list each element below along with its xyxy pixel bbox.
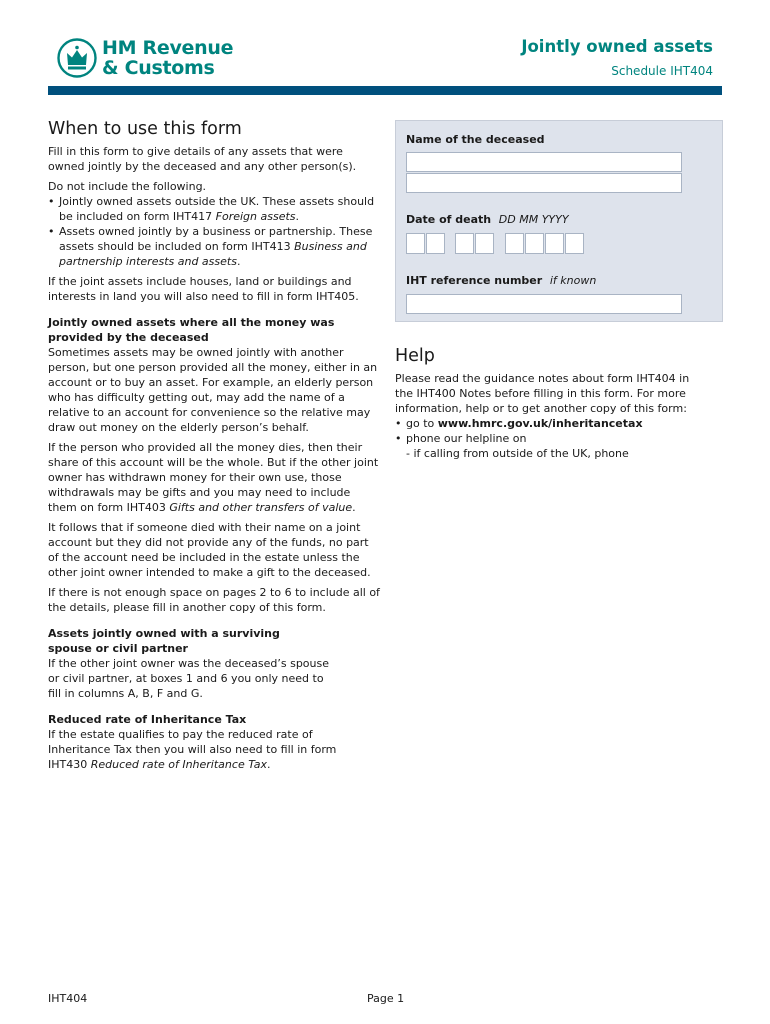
help-intro: Please read the guidance notes about form IHT404 in the IHT400 Notes before filling in this form. For more information, help or to get another copy of this form:: [395, 372, 690, 415]
year-digit-1-input[interactable]: [505, 233, 524, 254]
reduced-rate-paragraph: If the estate qualifies to pay the reduced rate of Inheritance Tax then you will also need to fill in form IHT430 Reduced rate of Inheritance Tax.: [48, 728, 337, 771]
spouse-heading: Assets jointly owned with a surviving spouse or civil partner: [48, 627, 280, 655]
deceased-name-line-2-input[interactable]: [406, 173, 682, 193]
year-digit-2-input[interactable]: [525, 233, 544, 254]
money-paragraph-2: If the person who provided all the money dies, then their share of this account will be the whole. But if the other joint owner has withdrawn money for their own use, those withdrawals may be gifts and you may need to include them on form IHT403 Gifts and other transfers of value.: [48, 441, 379, 514]
outside-uk-text: - if calling from outside of the UK, phone: [406, 447, 629, 460]
list-item: • Jointly owned assets outside the UK. These assets should be included on form IHT417 Foreign assets.: [48, 194, 380, 224]
reduced-rate-heading: Reduced rate of Inheritance Tax: [48, 713, 247, 726]
exclusion-list: [48, 194, 380, 269]
hmrc-website-link[interactable]: www.hmrc.gov.uk/inheritancetax: [437, 417, 643, 430]
deceased-name-line-1-input[interactable]: [406, 152, 682, 172]
money-provided-heading: Jointly owned assets where all the money was provided by the deceased: [48, 316, 335, 344]
help-heading: Help: [395, 346, 435, 366]
list-item: • Assets owned jointly by a business or partnership. These assets should be included on form IHT413 Business and partnership interests and assets.: [48, 224, 380, 269]
logo-line-1: HM Revenue: [102, 37, 234, 59]
form-name-italic: Business and partnership interests and assets: [59, 240, 367, 268]
list-item: • phone our helpline on: [395, 431, 695, 446]
date-format-hint: DD MM YYYY: [498, 213, 569, 226]
deceased-details-panel: [395, 120, 723, 322]
year-digit-4-input[interactable]: [565, 233, 584, 254]
month-digit-1-input[interactable]: [455, 233, 474, 254]
intro-text: Fill in this form to give details of any assets that were owned jointly by the deceased and any other person(s).: [48, 145, 357, 173]
help-list: [395, 416, 695, 446]
name-of-deceased-label: Name of the deceased: [406, 133, 545, 146]
year-digit-3-input[interactable]: [545, 233, 564, 254]
help-section: [395, 345, 695, 461]
iht-reference-input[interactable]: [406, 294, 682, 314]
money-paragraph-3: It follows that if someone died with their name on a joint account but they did not provide any of the funds, no part of the account need be included in the estate unless the other joint owner intended to make a gift to the deceased.: [48, 521, 371, 579]
form-subtitle: Schedule IHT404: [611, 64, 713, 78]
header-divider-bar: [48, 86, 722, 95]
footer-form-code: IHT404: [48, 992, 88, 1005]
page-number: Page 1: [367, 992, 405, 1005]
iht-reference-label: IHT reference number if known: [406, 274, 597, 287]
logo-line-2: & Customs: [102, 57, 215, 79]
form-title: Jointly owned assets: [521, 37, 713, 56]
day-digit-2-input[interactable]: [426, 233, 445, 254]
form-name-italic: Foreign assets: [215, 210, 296, 223]
houses-text: If the joint assets include houses, land or buildings and interests in land you will also need to fill in form IHT405.: [48, 275, 359, 303]
money-paragraph-4: If there is not enough space on pages 2 to 6 to include all of the details, please fill in another copy of this form.: [48, 586, 380, 614]
hmrc-logo: [57, 38, 237, 82]
date-of-death-label: Date of death DD MM YYYY: [406, 213, 569, 226]
if-known-hint: if known: [549, 274, 597, 287]
crown-crest-icon: [57, 38, 97, 78]
list-item: • go to www.hmrc.gov.uk/inheritancetax: [395, 416, 695, 431]
when-to-use-section: [48, 118, 380, 777]
day-digit-1-input[interactable]: [406, 233, 425, 254]
month-digit-2-input[interactable]: [475, 233, 494, 254]
when-to-use-heading: When to use this form: [48, 119, 242, 139]
form-name-italic: Reduced rate of Inheritance Tax: [90, 758, 268, 771]
spouse-paragraph: If the other joint owner was the deceased’s spouse or civil partner, at boxes 1 and 6 you only need to fill in columns A, B, F and G.: [48, 657, 330, 700]
do-not-include-text: Do not include the following.: [48, 180, 207, 193]
money-paragraph-1: Sometimes assets may be owned jointly with another person, but one person provided all the money, either in an account or to buy an asset. For example, an elderly person who has difficulty getting out, may add the name of a relative to an account for convenience so the relative may draw out money on the elderly person’s behalf.: [48, 346, 378, 434]
form-name-italic: Gifts and other transfers of value: [169, 501, 353, 514]
